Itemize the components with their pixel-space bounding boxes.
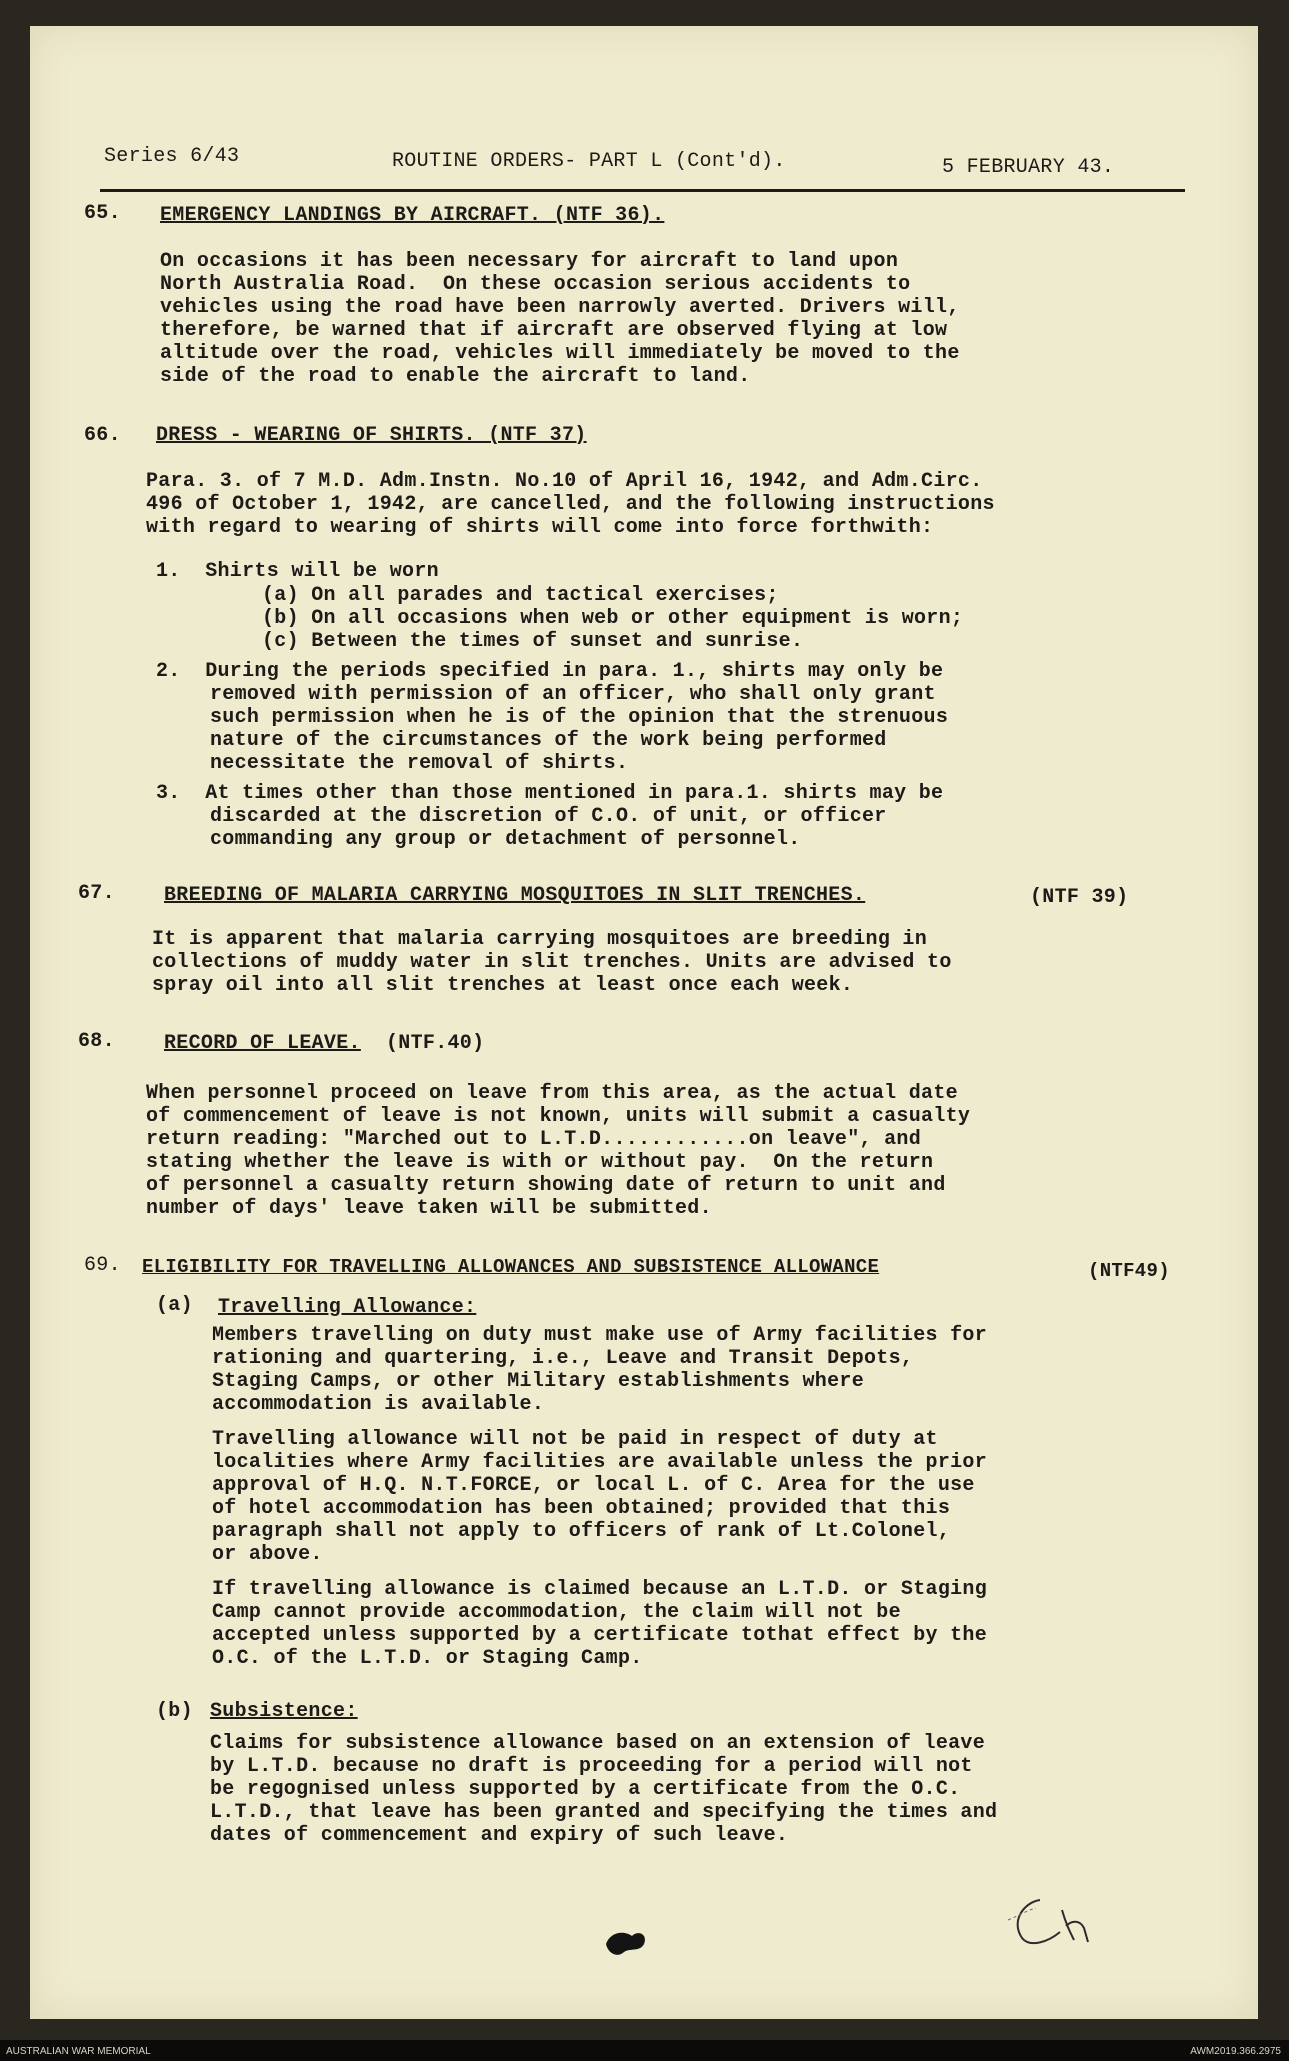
body-line: or above. [212,1543,323,1566]
section-reference: (NTF 39) [1030,886,1129,909]
body-line: 3. At times other than those mentioned in para.1. shirts may be [156,782,944,805]
subsection-heading: Travelling Allowance: [218,1296,477,1319]
body-line: 1. Shirts will be worn [156,560,439,583]
subsection-label: (a) [156,1294,193,1317]
body-line: necessitate the removal of shirts. [210,752,629,775]
body-line: commanding any group or detachment of personnel. [210,828,801,851]
section-number: 68. [78,1030,115,1053]
section-reference: (NTF.40) [386,1032,485,1055]
body-line: side of the road to enable the aircraft to land. [160,365,751,388]
body-line: approval of H.Q. N.T.FORCE, or local L. of C. Area for the use [212,1474,975,1497]
body-line: spray oil into all slit trenches at least once each week. [152,974,854,997]
section-heading: EMERGENCY LANDINGS BY AIRCRAFT. (NTF 36). [160,204,665,227]
body-line: On occasions it has been necessary for aircraft to land upon [160,250,899,273]
body-line: dates of commencement and expiry of such leave. [210,1824,789,1847]
body-line: 496 of October 1, 1942, are cancelled, and the following instructions [146,493,995,516]
series-number: Series 6/43 [104,145,240,168]
body-line: altitude over the road, vehicles will immediately be moved to the [160,342,960,365]
subsection-heading: Subsistence: [210,1700,358,1723]
body-line: accommodation is available. [212,1393,545,1416]
document-title: ROUTINE ORDERS- PART L (Cont'd). [392,150,786,173]
document-date: 5 FEBRUARY 43. [942,156,1115,179]
body-line: (c) Between the times of sunset and sunrise. [262,630,804,653]
ink-blot [600,1922,660,1962]
body-line: (b) On all occasions when web or other equipment is worn; [262,607,964,630]
footer-accession-number: AWM2019.366.2975 [1190,2046,1281,2057]
body-line: accepted unless supported by a certificate tothat effect by the [212,1624,988,1647]
body-line: such permission when he is of the opinion that the strenuous [210,706,949,729]
body-line: (a) On all parades and tactical exercises; [262,584,779,607]
body-line: vehicles using the road have been narrowly averted. Drivers will, [160,296,960,319]
subsection-label: (b) [156,1700,193,1723]
body-line: Claims for subsistence allowance based on an extension of leave [210,1732,986,1755]
body-line: collections of muddy water in slit trenches. Units are advised to [152,951,952,974]
section-number: 67. [78,882,115,905]
body-line: L.T.D., that leave has been granted and specifying the times and [210,1801,998,1824]
body-line: be regognised unless supported by a certificate from the O.C. [210,1778,961,1801]
section-heading: BREEDING OF MALARIA CARRYING MOSQUITOES IN SLIT TRENCHES. [164,884,866,907]
body-line: nature of the circumstances of the work being performed [210,729,887,752]
header-rule [100,189,1185,192]
body-line: return reading: "Marched out to L.T.D............on leave", and [146,1128,922,1151]
body-line: Staging Camps, or other Military establishments where [212,1370,865,1393]
body-line: removed with permission of an officer, who shall only grant [210,683,936,706]
body-line: by L.T.D. because no draft is proceeding for a period will not [210,1755,973,1778]
body-line: number of days' leave taken will be submitted. [146,1197,712,1220]
section-heading: ELIGIBILITY FOR TRAVELLING ALLOWANCES AND SUBSISTENCE ALLOWANCE [142,1256,880,1278]
body-line: with regard to wearing of shirts will come into force forthwith: [146,516,934,539]
body-line: When personnel proceed on leave from this area, as the actual date [146,1082,958,1105]
body-line: of commencement of leave is not known, units will submit a casualty [146,1105,971,1128]
section-heading: RECORD OF LEAVE. [164,1032,361,1055]
body-line: rationing and quartering, i.e., Leave and Transit Depots, [212,1347,914,1370]
body-line: Camp cannot provide accommodation, the claim will not be [212,1601,901,1624]
body-line: stating whether the leave is with or without pay. On the return [146,1151,934,1174]
body-line: of personnel a casualty return showing date of return to unit and [146,1174,946,1197]
body-line: If travelling allowance is claimed because an L.T.D. or Staging [212,1578,988,1601]
section-heading: DRESS - WEARING OF SHIRTS. (NTF 37) [156,424,587,447]
body-line: O.C. of the L.T.D. or Staging Camp. [212,1647,643,1670]
body-line: North Australia Road. On these occasion serious accidents to [160,273,911,296]
body-line: It is apparent that malaria carrying mosquitoes are breeding in [152,928,928,951]
body-line: Members travelling on duty must make use of Army facilities for [212,1324,988,1347]
body-line: Para. 3. of 7 M.D. Adm.Instn. No.10 of April 16, 1942, and Adm.Circ. [146,470,983,493]
body-line: therefore, be warned that if aircraft are observed flying at low [160,319,948,342]
handwritten-initials [1000,1880,1120,1960]
section-number: 69. [84,1254,121,1277]
body-line: paragraph shall not apply to officers of rank of Lt.Colonel, [212,1520,951,1543]
section-number: 66. [84,424,121,447]
body-line: 2. During the periods specified in para. 1., shirts may only be [156,660,944,683]
body-line: of hotel accommodation has been obtained; provided that this [212,1497,951,1520]
footer-bar [0,2040,1289,2061]
section-reference: (NTF49) [1088,1260,1170,1282]
body-line: localities where Army facilities are available unless the prior [212,1451,988,1474]
footer-institution: AUSTRALIAN WAR MEMORIAL [6,2046,151,2057]
body-line: discarded at the discretion of C.O. of unit, or officer [210,805,887,828]
body-line: Travelling allowance will not be paid in respect of duty at [212,1428,938,1451]
section-number: 65. [84,202,121,225]
